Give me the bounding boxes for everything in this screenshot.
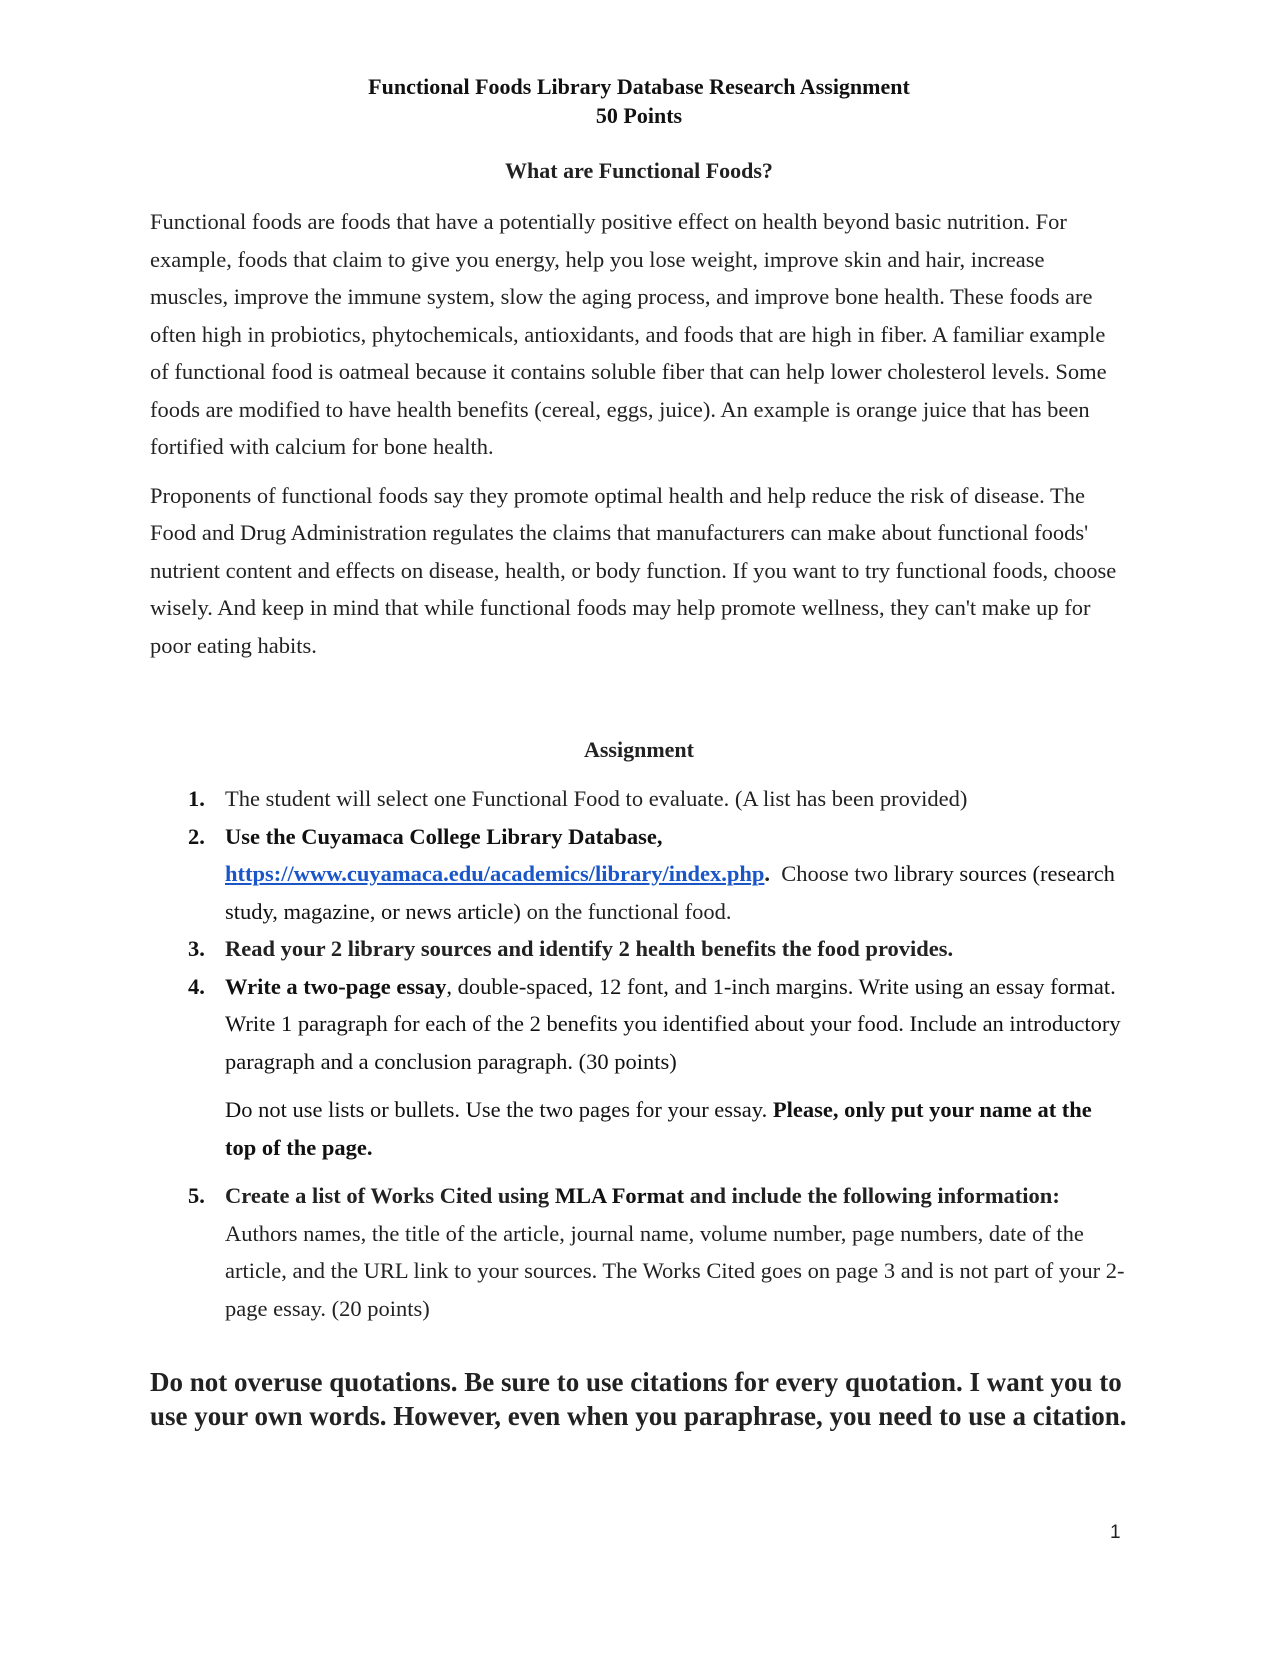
list-item-note — [225, 1091, 1128, 1166]
list-item-bold-text: Write a two-page essay — [225, 973, 447, 999]
list-item-text: The student will select one Functional Food to evaluate. (A list has been provided) — [225, 786, 968, 811]
list-item-2 — [150, 818, 1128, 931]
list-item-3 — [150, 930, 1128, 968]
document-page — [150, 72, 1128, 1433]
list-number: 5. — [188, 1183, 205, 1208]
points-line: 50 Points — [595, 103, 683, 128]
list-item-bold-text: MLA Format — [554, 1183, 685, 1208]
list-item-text: Authors names, the title of the article, journal name, volume number, page numbers, date of the article, and the URL link to your sources. The Works Cited goes on page 3 and is not part of your 2-page essay. (20 points) — [225, 1220, 1125, 1321]
list-number: 1. — [188, 786, 205, 811]
list-item-bold-text: and include the following information: — [684, 1183, 1060, 1208]
link-period: . — [764, 861, 771, 886]
intro-paragraph-2: Proponents of functional foods say they promote optimal health and help reduce the risk of disease. The Food and Drug Administration regulates the claims that manufacturers can make about functional foods' nutrient content and effects on disease, health, or body function. If you want to try functional foods, choose wisely. And keep in mind that while functional foods may help promote wellness, they can't make up for poor eating habits. — [150, 482, 1117, 658]
page-number: 1 — [1110, 1522, 1121, 1543]
list-item-text: (research study, magazine, or news article) — [225, 861, 1115, 924]
document-title — [150, 72, 1128, 130]
list-number: 3. — [188, 936, 205, 961]
section-heading-what-are: What are Functional Foods? — [505, 158, 773, 183]
list-number: 4. — [188, 973, 205, 999]
quotation-warning: Do not overuse quotations. Be sure to use citations for every quotation. I want you to use your own words. However, even when you paraphrase, you need to use a citation. — [150, 1367, 1127, 1431]
list-item-text: Choose two — [781, 861, 894, 886]
list-item-text: , double-spaced, 12 font, and 1-inch margins. Write using an essay format. Write 1 paragraph for each of the 2 benefits you identified about your food. Include an introductory paragraph and a conclusion paragraph. (30 points) — [225, 973, 1121, 1074]
assignment-list — [150, 780, 1128, 1327]
title-line: Functional Foods Library Database Research Assignment — [368, 74, 910, 99]
note-bold-text: Please, only put your name at the top of the page. — [225, 1097, 1092, 1160]
list-item-bold-text: Create a list of Works Cited using — [225, 1183, 555, 1208]
list-item-4 — [150, 968, 1128, 1167]
library-database-link[interactable]: https://www.cuyamaca.edu/academics/library/index.php — [225, 861, 765, 886]
list-item-text: library sources — [893, 861, 1027, 886]
list-item-5 — [150, 1177, 1128, 1327]
list-item-text: on the functional food. — [520, 898, 732, 924]
note-text: Do not use lists or bullets. Use the two pages for your essay. — [225, 1097, 773, 1122]
section-heading-assignment: Assignment — [583, 737, 694, 762]
list-item-1 — [150, 780, 1128, 818]
intro-paragraph-1: Functional foods are foods that have a potentially positive effect on health beyond basic nutrition. For example, foods that claim to give you energy, help you lose weight, improve skin and hair, increase muscles, improve the immune system, slow the aging process, and improve bone health. These foods are often high in probiotics, phytochemicals, antioxidants, and foods that are high in fiber. A familiar example of functional food is oatmeal because it contains soluble fiber that can help lower cholesterol levels. Some foods are modified to have health benefits (cereal, eggs, juice). An example is orange juice that has been fortified with calcium for bone health. — [150, 209, 1107, 459]
spacer — [150, 675, 1128, 735]
list-item-bold-text: Use the Cuyamaca College Library Database, — [225, 823, 663, 849]
list-number: 2. — [188, 823, 205, 849]
list-item-bold-text: Read your 2 library sources and identify 2 health benefits the food provides. — [225, 936, 954, 961]
